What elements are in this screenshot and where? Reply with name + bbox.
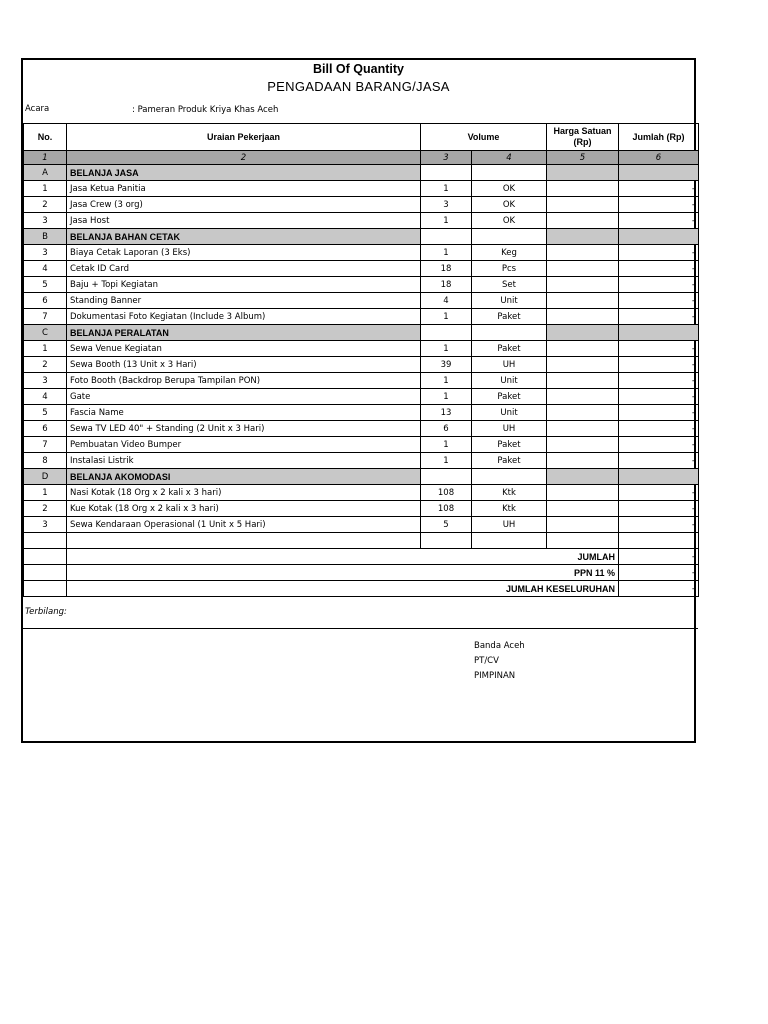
item-unit: Ktk	[472, 485, 547, 501]
item-total: -	[619, 277, 699, 293]
table-row	[24, 421, 699, 437]
section-name: BELANJA BAHAN CETAK	[67, 229, 421, 245]
document-title: Bill Of Quantity	[313, 62, 404, 76]
item-description: Sewa TV LED 40" + Standing (2 Unit x 3 Hari)	[67, 421, 421, 437]
item-number: 6	[24, 421, 67, 437]
table-row	[24, 245, 699, 261]
empty-cell	[619, 325, 699, 341]
item-unit: Unit	[472, 405, 547, 421]
item-description: Instalasi Listrik	[67, 453, 421, 469]
item-number: 3	[24, 373, 67, 389]
column-number: 3	[421, 151, 472, 165]
item-unit: Paket	[472, 341, 547, 357]
section-row	[24, 165, 699, 181]
item-description: Foto Booth (Backdrop Berupa Tampilan PON)	[67, 373, 421, 389]
column-number: 4	[472, 151, 547, 165]
column-number: 5	[547, 151, 619, 165]
item-description: Sewa Booth (13 Unit x 3 Hari)	[67, 357, 421, 373]
item-unit: Paket	[472, 453, 547, 469]
jumlah-label: JUMLAH	[67, 549, 619, 565]
item-quantity: 18	[421, 277, 472, 293]
col-header-jumlah: Jumlah (Rp)	[619, 124, 699, 151]
item-unit-price	[547, 357, 619, 373]
item-total: -	[619, 437, 699, 453]
item-unit-price	[547, 309, 619, 325]
boq-table-body	[24, 165, 699, 533]
col-header-volume: Volume	[421, 124, 547, 151]
item-unit: Unit	[472, 373, 547, 389]
empty-cell	[619, 165, 699, 181]
item-number: 7	[24, 437, 67, 453]
empty-cell	[472, 229, 547, 245]
table-row	[24, 293, 699, 309]
blank-row	[24, 533, 699, 549]
item-unit-price	[547, 197, 619, 213]
col-header-uraian: Uraian Pekerjaan	[67, 124, 421, 151]
terbilang-row	[23, 600, 698, 629]
table-row	[24, 357, 699, 373]
item-number: 8	[24, 453, 67, 469]
item-unit: OK	[472, 181, 547, 197]
item-description: Fascia Name	[67, 405, 421, 421]
signature-place: Banda Aceh	[474, 641, 525, 651]
item-unit-price	[547, 517, 619, 533]
empty-cell	[547, 229, 619, 245]
empty-cell	[472, 469, 547, 485]
section-row	[24, 469, 699, 485]
item-total: -	[619, 341, 699, 357]
item-quantity: 1	[421, 453, 472, 469]
item-unit-price	[547, 485, 619, 501]
item-unit: Paket	[472, 389, 547, 405]
empty-cell	[421, 165, 472, 181]
item-unit: Unit	[472, 293, 547, 309]
column-number: 6	[619, 151, 699, 165]
ppn-value: -	[619, 565, 699, 581]
boq-table	[23, 123, 699, 597]
item-quantity: 13	[421, 405, 472, 421]
item-description: Nasi Kotak (18 Org x 2 kali x 3 hari)	[67, 485, 421, 501]
item-number: 3	[24, 517, 67, 533]
item-description: Baju + Topi Kegiatan	[67, 277, 421, 293]
signature-role: PIMPINAN	[474, 671, 516, 681]
item-unit: Set	[472, 277, 547, 293]
table-row	[24, 181, 699, 197]
item-total: -	[619, 309, 699, 325]
item-quantity: 4	[421, 293, 472, 309]
item-number: 2	[24, 197, 67, 213]
empty-cell	[619, 469, 699, 485]
empty-cell	[472, 325, 547, 341]
table-row	[24, 197, 699, 213]
item-unit-price	[547, 341, 619, 357]
empty-cell	[421, 229, 472, 245]
table-row	[24, 389, 699, 405]
item-description: Jasa Crew (3 org)	[67, 197, 421, 213]
item-unit: Keg	[472, 245, 547, 261]
item-description: Jasa Host	[67, 213, 421, 229]
item-total: -	[619, 517, 699, 533]
empty-cell	[547, 469, 619, 485]
item-number: 5	[24, 277, 67, 293]
table-row	[24, 277, 699, 293]
terbilang-label: Terbilang:	[25, 607, 67, 617]
item-number: 1	[24, 485, 67, 501]
item-total: -	[619, 453, 699, 469]
item-unit-price	[547, 277, 619, 293]
item-quantity: 1	[421, 213, 472, 229]
item-number: 2	[24, 357, 67, 373]
item-description: Sewa Venue Kegiatan	[67, 341, 421, 357]
empty-cell	[421, 469, 472, 485]
item-number: 6	[24, 293, 67, 309]
jumlah-value: -	[619, 549, 699, 565]
table-row	[24, 405, 699, 421]
grand-total-value: -	[619, 581, 699, 597]
acara-label: Acara	[25, 104, 50, 114]
item-quantity: 1	[421, 245, 472, 261]
item-total: -	[619, 405, 699, 421]
item-total: -	[619, 261, 699, 277]
item-total: -	[619, 213, 699, 229]
item-description: Dokumentasi Foto Kegiatan (Include 3 Album)	[67, 309, 421, 325]
item-total: -	[619, 421, 699, 437]
item-unit-price	[547, 261, 619, 277]
item-total: -	[619, 357, 699, 373]
item-number: 5	[24, 405, 67, 421]
col-header-no: No.	[24, 124, 67, 151]
table-row	[24, 501, 699, 517]
item-unit: Pcs	[472, 261, 547, 277]
signature-company: PT/CV	[474, 656, 499, 666]
section-row	[24, 325, 699, 341]
item-unit: UH	[472, 421, 547, 437]
empty-cell	[547, 325, 619, 341]
item-unit-price	[547, 421, 619, 437]
table-row	[24, 309, 699, 325]
item-quantity: 18	[421, 261, 472, 277]
section-row	[24, 229, 699, 245]
item-unit: Ktk	[472, 501, 547, 517]
item-total: -	[619, 485, 699, 501]
item-total: -	[619, 197, 699, 213]
empty-cell	[619, 229, 699, 245]
item-unit: OK	[472, 213, 547, 229]
item-description: Pembuatan Video Bumper	[67, 437, 421, 453]
item-quantity: 3	[421, 197, 472, 213]
ppn-row	[24, 565, 699, 581]
item-unit: UH	[472, 517, 547, 533]
item-quantity: 1	[421, 341, 472, 357]
summary-block	[24, 533, 699, 597]
item-description: Sewa Kendaraan Operasional (1 Unit x 5 Hari)	[67, 517, 421, 533]
item-description: Gate	[67, 389, 421, 405]
item-number: 7	[24, 309, 67, 325]
empty-cell	[547, 165, 619, 181]
item-total: -	[619, 373, 699, 389]
bill-of-quantity-sheet	[21, 58, 696, 743]
item-unit: UH	[472, 357, 547, 373]
item-description: Kue Kotak (18 Org x 2 kali x 3 hari)	[67, 501, 421, 517]
item-number: 3	[24, 213, 67, 229]
item-unit-price	[547, 181, 619, 197]
section-name: BELANJA AKOMODASI	[67, 469, 421, 485]
ppn-label: PPN 11 %	[67, 565, 619, 581]
item-description: Biaya Cetak Laporan (3 Eks)	[67, 245, 421, 261]
section-code: D	[24, 469, 67, 485]
empty-cell	[421, 325, 472, 341]
item-quantity: 1	[421, 389, 472, 405]
item-quantity: 39	[421, 357, 472, 373]
item-number: 3	[24, 245, 67, 261]
section-name: BELANJA PERALATAN	[67, 325, 421, 341]
table-row	[24, 373, 699, 389]
table-row	[24, 213, 699, 229]
col-header-harga: Harga Satuan (Rp)	[547, 124, 619, 151]
item-unit-price	[547, 293, 619, 309]
item-quantity: 1	[421, 181, 472, 197]
item-quantity: 6	[421, 421, 472, 437]
table-row	[24, 517, 699, 533]
item-unit-price	[547, 501, 619, 517]
jumlah-row	[24, 549, 699, 565]
item-number: 1	[24, 341, 67, 357]
item-unit: Paket	[472, 437, 547, 453]
item-total: -	[619, 389, 699, 405]
grand-total-row	[24, 581, 699, 597]
item-quantity: 1	[421, 309, 472, 325]
item-unit-price	[547, 405, 619, 421]
item-unit-price	[547, 373, 619, 389]
section-name: BELANJA JASA	[67, 165, 421, 181]
section-code: A	[24, 165, 67, 181]
table-row	[24, 437, 699, 453]
item-number: 1	[24, 181, 67, 197]
item-description: Standing Banner	[67, 293, 421, 309]
item-unit-price	[547, 437, 619, 453]
item-unit-price	[547, 213, 619, 229]
item-unit: OK	[472, 197, 547, 213]
item-quantity: 1	[421, 437, 472, 453]
column-number: 1	[24, 151, 67, 165]
item-unit-price	[547, 453, 619, 469]
table-row	[24, 485, 699, 501]
item-total: -	[619, 501, 699, 517]
item-quantity: 108	[421, 501, 472, 517]
acara-value: : Pameran Produk Kriya Khas Aceh	[132, 105, 279, 115]
item-total: -	[619, 245, 699, 261]
column-number: 2	[67, 151, 421, 165]
item-unit-price	[547, 245, 619, 261]
table-row	[24, 341, 699, 357]
item-quantity: 5	[421, 517, 472, 533]
empty-cell	[472, 165, 547, 181]
column-number-row	[24, 151, 699, 165]
section-code: B	[24, 229, 67, 245]
item-total: -	[619, 293, 699, 309]
item-number: 2	[24, 501, 67, 517]
table-row	[24, 453, 699, 469]
item-total: -	[619, 181, 699, 197]
item-number: 4	[24, 261, 67, 277]
item-number: 4	[24, 389, 67, 405]
document-subtitle: PENGADAAN BARANG/JASA	[267, 79, 450, 94]
item-quantity: 108	[421, 485, 472, 501]
item-unit: Paket	[472, 309, 547, 325]
item-description: Jasa Ketua Panitia	[67, 181, 421, 197]
table-row	[24, 261, 699, 277]
section-code: C	[24, 325, 67, 341]
item-unit-price	[547, 389, 619, 405]
table-header-row	[24, 124, 699, 151]
grand-total-label: JUMLAH KESELURUHAN	[67, 581, 619, 597]
item-description: Cetak ID Card	[67, 261, 421, 277]
item-quantity: 1	[421, 373, 472, 389]
